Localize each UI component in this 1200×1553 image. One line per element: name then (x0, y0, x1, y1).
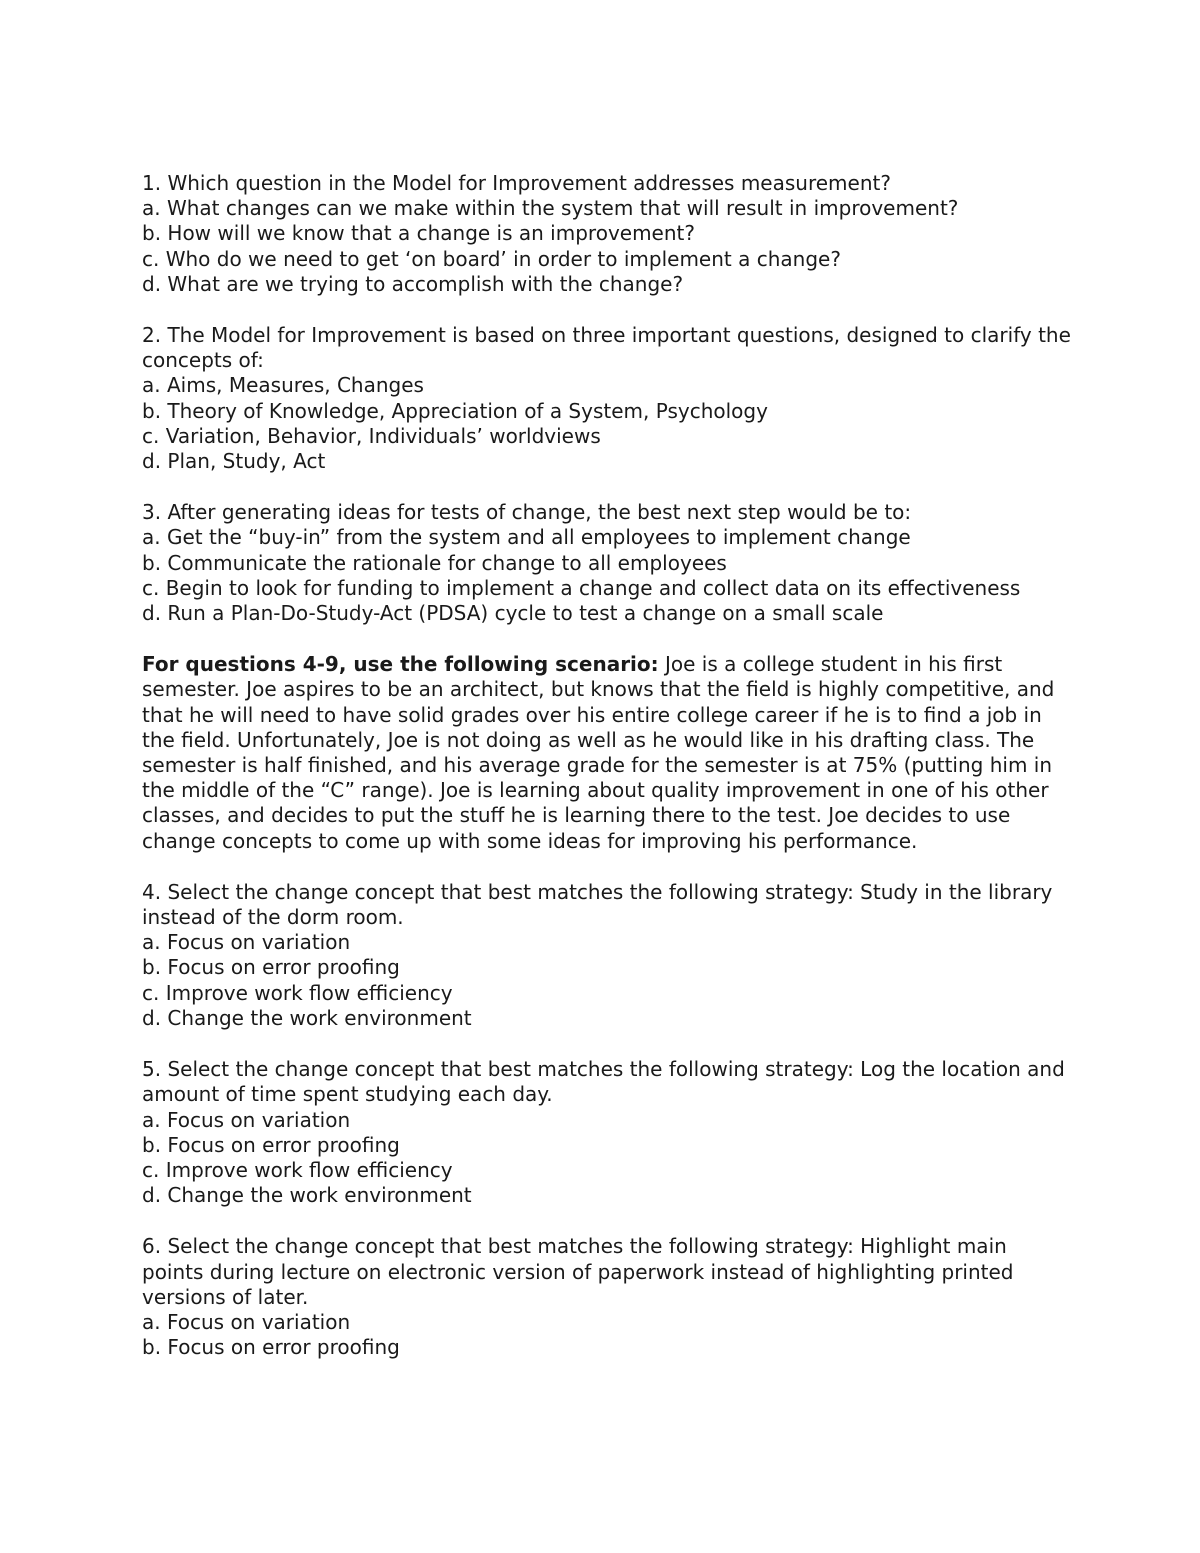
scenario-lead: For questions 4-9, use the following scenario: (142, 652, 659, 677)
answer-option: c. Begin to look for funding to implement a change and collect data on its effectiveness (142, 575, 1021, 600)
answer-option: b. How will we know that a change is an improvement? (142, 221, 695, 246)
answer-option: b. Focus on error proofing (142, 1132, 400, 1157)
answer-option: a. Aims, Measures, Changes (142, 373, 424, 398)
question-2 (142, 323, 1072, 474)
answer-option: b. Theory of Knowledge, Appreciation of a System, Psychology (142, 398, 768, 423)
question-stem: 4. Select the change concept that best matches the following strategy: Study in the library instead of the dorm room. (142, 879, 1053, 930)
question-4 (142, 880, 1072, 1031)
answer-option: b. Focus on error proofing (142, 955, 400, 980)
answer-option: a. Focus on variation (142, 1309, 351, 1334)
question-stem: 1. Which question in the Model for Improvement addresses measurement? (142, 171, 891, 195)
answer-option: b. Focus on error proofing (142, 1335, 400, 1360)
answer-option: c. Who do we need to get ‘on board’ in order to implement a change? (142, 246, 841, 271)
scenario-paragraph (142, 652, 1072, 854)
question-5 (142, 1057, 1072, 1208)
answer-option: d. Plan, Study, Act (142, 449, 326, 474)
scenario-text: Joe is a college student in his first semester. Joe aspires to be an architect, but knows that the field is highly competitive, and that he will need to have solid grades over his entire college career if he is to find a job in the field. Unfortunately, Joe is not doing as well as he would like in his drafting class. The semester is half finished, and his average grade for the semester is at 75% (putting him in the middle of the “C” range). Joe is learning about quality improvement in one of his other classes, and decides to put the stuff he is learning there to the test. Joe decides to use change concepts to come up with some ideas for improving his performance. (142, 652, 1055, 853)
question-stem: 2. The Model for Improvement is based on three important questions, designed to clarify the concepts of: (142, 323, 1071, 373)
question-stem: 5. Select the change concept that best matches the following strategy: Log the location and amount of time spent studying each day. (142, 1057, 1065, 1107)
question-6 (142, 1234, 1072, 1360)
answer-option: c. Improve work flow efficiency (142, 1157, 453, 1182)
answer-option: d. What are we trying to accomplish with the change? (142, 271, 684, 296)
answer-option: b. Communicate the rationale for change to all employees (142, 550, 727, 575)
answer-option: c. Improve work flow efficiency (142, 980, 453, 1005)
answer-option: a. Get the “buy-in” from the system and all employees to implement change (142, 525, 911, 550)
answer-option: a. Focus on variation (142, 1107, 351, 1132)
answer-option: a. Focus on variation (142, 930, 351, 955)
document-page (142, 171, 1072, 1386)
answer-option: d. Change the work environment (142, 1183, 472, 1208)
question-1 (142, 171, 1072, 297)
answer-option: a. What changes can we make within the system that will result in improvement? (142, 196, 959, 221)
question-stem: 6. Select the change concept that best matches the following strategy: Highlight main points during lecture on electronic version of paperwork instead of highlighting printed versions of later. (142, 1234, 1014, 1309)
answer-option: d. Run a Plan-Do-Study-Act (PDSA) cycle to test a change on a small scale (142, 601, 884, 626)
answer-option: c. Variation, Behavior, Individuals’ worldviews (142, 423, 601, 448)
question-stem: 3. After generating ideas for tests of change, the best next step would be to: (142, 500, 912, 525)
answer-option: d. Change the work environment (142, 1005, 472, 1030)
question-3 (142, 500, 1072, 626)
